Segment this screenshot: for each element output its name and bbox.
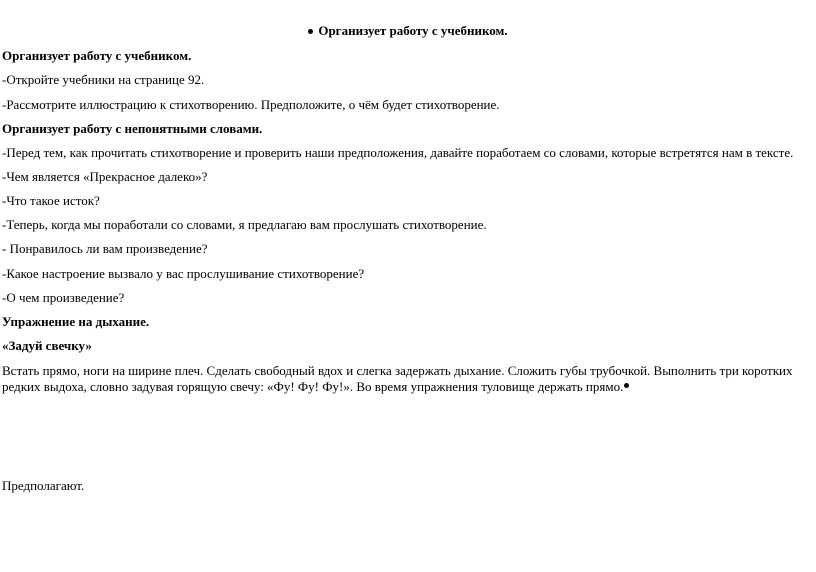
exercise-paragraph — [2, 363, 802, 395]
exercise-text: Встать прямо, ноги на ширине плеч. Сделать свободный вдох и слегка задержать дыхание. Сложить губы трубочкой. Выполнить три коротких редких выдоха, словно задувая горящую свечу: «Фу! Фу! Фу!». Во время упражнения туловище держать прямо. — [2, 363, 793, 394]
text-line-4: -Перед тем, как прочитать стихотворение и проверить наши предположения, давайте поработаем со словами, которые встретятся нам в тексте. — [2, 145, 794, 160]
text-line-9: -Какое настроение вызвало у вас прослушивание стихотворение? — [2, 266, 365, 281]
section-title-textbook: Организует работу с учебником. — [2, 48, 192, 63]
text-line-1: -Откройте учебники на странице 92. — [2, 72, 205, 87]
page-heading — [0, 23, 816, 39]
bullet-icon — [308, 29, 313, 34]
text-line-10: -О чем произведение? — [2, 290, 125, 305]
exercise-title: «Задуй свечку» — [2, 338, 92, 353]
bullet-icon — [624, 383, 629, 388]
text-line-8: - Понравилось ли вам произведение? — [2, 241, 208, 256]
section-title-breathing: Упражнение на дыхание. — [2, 314, 150, 329]
section-title-words: Организует работу с непонятными словами. — [2, 121, 263, 136]
text-line-5: -Чем является «Прекрасное далеко»? — [2, 169, 208, 184]
text-line-2: -Рассмотрите иллюстрацию к стихотворению. Предположите, о чём будет стихотворение. — [2, 97, 500, 112]
footer-text: Предполагают. — [2, 478, 85, 493]
text-line-6: -Что такое исток? — [2, 193, 100, 208]
page-heading-text: Организует работу с учебником. — [318, 23, 508, 38]
text-line-7: -Теперь, когда мы поработали со словами, я предлагаю вам прослушать стихотворение. — [2, 217, 487, 232]
